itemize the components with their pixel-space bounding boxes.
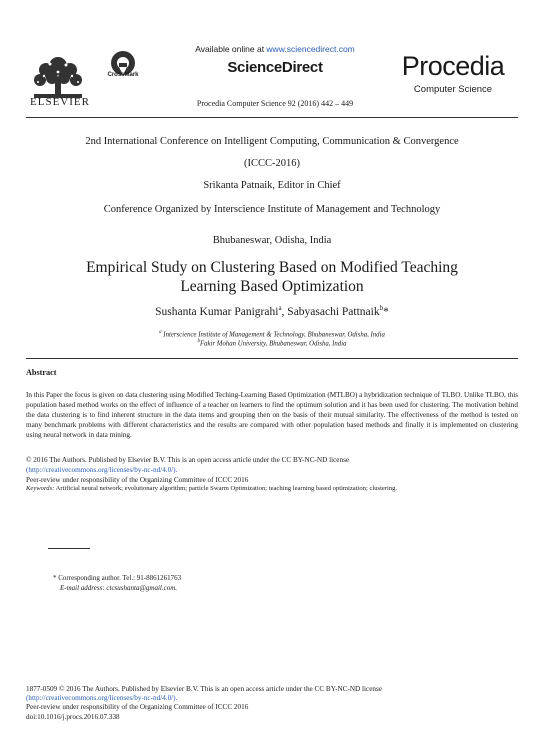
author-affiliation-mark: a [278, 304, 282, 312]
affiliation-a [60, 330, 484, 338]
issn-copyright-line: 1877-0509 © 2016 The Authors. Published by Elsevier B.V. This is an open access article under the CC BY-NC-ND license [26, 685, 382, 693]
procedia-subtitle: Computer Science [413, 84, 493, 95]
abstract-divider [26, 358, 518, 359]
crossmark-label: CrossMark [107, 72, 139, 78]
corresponding-star: * [383, 305, 389, 318]
elsevier-wordmark: ELSEVIER [30, 96, 90, 108]
sciencedirect-brand: ScienceDirect [227, 59, 323, 76]
keywords [26, 484, 518, 493]
footnote-divider [48, 548, 90, 549]
bottom-license-line [26, 694, 526, 703]
paper-title: Empirical Study on Clustering Based on Modified Teaching Learning Based Optimization [86, 259, 458, 295]
affiliation-text: Fakir Mohan University, Bhubaneswar, Odisha, India [199, 340, 347, 348]
author-name: Sushanta Kumar Panigrahi [155, 305, 279, 318]
available-online [160, 44, 390, 54]
available-prefix: Available online at [195, 44, 267, 54]
license-link[interactable]: (http://creativecommons.org/licenses/by-nc-nd/4.0/). [26, 466, 178, 474]
conference-organizer: Conference Organized by Interscience Institute of Management and Technology [103, 204, 441, 215]
corresponding-author-note: * Corresponding author. Tel.: 91-8861261763 [53, 574, 182, 582]
journal-citation: Procedia Computer Science 92 (2016) 442 – 449 [196, 99, 354, 108]
author-name: Sabyasachi Pattnaik [287, 305, 380, 318]
conference-editor: Srikanta Patnaik, Editor in Chief [203, 180, 341, 191]
header-divider [26, 117, 518, 118]
bottom-peer-review: Peer-review under responsibility of the Organizing Committee of ICCC 2016 [26, 703, 249, 711]
conference-name: 2nd International Conference on Intelligent Computing, Communication & Convergence [85, 136, 459, 147]
author-separator: , [281, 305, 288, 318]
doi[interactable]: doi:10.1016/j.procs.2016.07.338 [26, 713, 120, 721]
copyright-block [26, 455, 518, 485]
procedia-brand: Procedia [401, 51, 505, 81]
conference-location: Bhubaneswar, Odisha, India [212, 235, 332, 246]
affiliation-text: Interscience Institute of Management & Technology, Bhubaneswar, Odisha, India [161, 331, 385, 339]
abstract-heading: Abstract [26, 368, 57, 377]
email-address: E-mail address: ctcsushanta@gmail.com. [60, 584, 178, 592]
abstract-text: In this Paper the focus is given on data clustering using Modified Teching-Learning Based Optimization (MTLBO) a hybridization technique of TLBO. Unlike TLBO, this population based method works on the effect of influence of a teacher on learners to find the optimum solution and it has been used for clustering. The motivation behind the data clustering is to find inherent structure in the data items and grouping then on the basis of their mutual similarity. The effectiveness of the method is tested on many benchmark problems with different characteristics and the results are compared with other population based methods and finally it is implemented on clustering using neural network in data mining. [26, 391, 518, 439]
keywords-text: Artificial neural network; evolutionary algorithm; particle Swarm Optimization; teaching learning based optimization; clustering. [54, 485, 398, 492]
copyright-line: © 2016 The Authors. Published by Elsevier B.V. This is an open access article under the CC BY-NC-ND license [26, 456, 350, 464]
conference-acronym: (ICCC-2016) [244, 158, 300, 169]
author-list [60, 304, 484, 318]
keywords-label: Keywords: [26, 485, 55, 492]
affiliation-mark: b [197, 339, 200, 344]
sciencedirect-link[interactable]: www.sciencedirect.com [266, 44, 355, 54]
peer-review-line: Peer-review under responsibility of the Organizing Committee of ICCC 2016 [26, 476, 249, 484]
author-affiliation-mark: b [379, 304, 384, 312]
affiliation-mark: a [159, 330, 162, 335]
bottom-license-link[interactable]: (http://creativecommons.org/licenses/by-nc-nd/4.0/). [26, 694, 178, 702]
affiliation-b [60, 339, 484, 347]
